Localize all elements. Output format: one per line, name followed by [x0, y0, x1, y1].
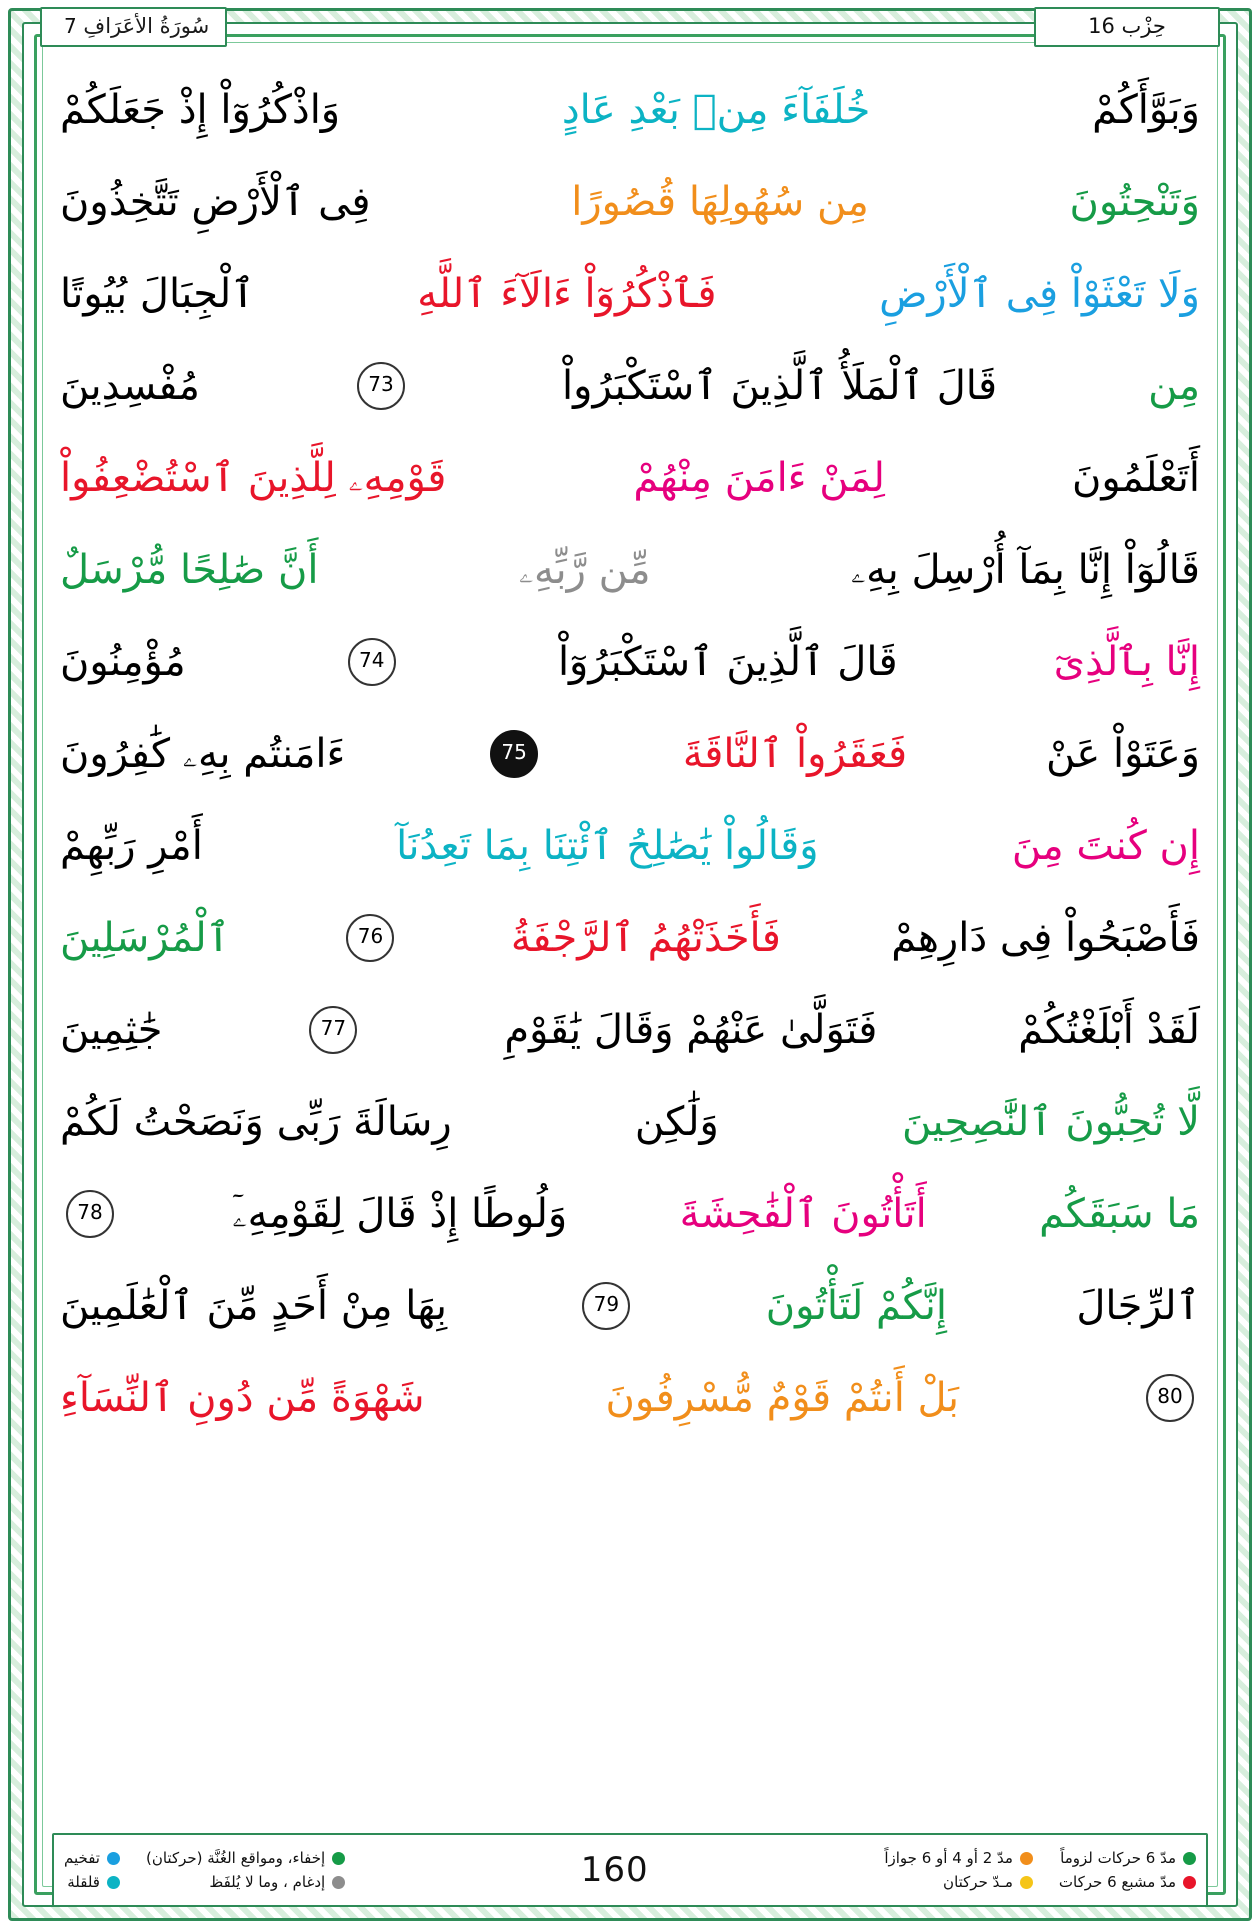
ayah-line — [60, 616, 1200, 708]
ayah-number-marker: 77 — [309, 1006, 357, 1054]
line-segment-right: مُؤْمِنُونَ — [60, 639, 186, 685]
legend-column-tafkhim — [64, 1849, 120, 1891]
sura-label — [40, 7, 227, 47]
page-number: 160 — [580, 1850, 649, 1890]
ayah-line — [60, 1260, 1200, 1352]
line-segment-left: إِن كُنتَ مِنَ — [1011, 823, 1200, 869]
line-segment-mid: مِن سُهُولِهَا قُصُورًا — [571, 179, 869, 225]
legend-item — [1059, 1873, 1196, 1891]
line-segment-left: وَتَنْحِتُونَ — [1069, 179, 1200, 225]
ayah-line — [60, 156, 1200, 248]
ayah-line — [60, 1168, 1200, 1260]
line-segment-mid: فَأَخَذَتْهُمُ ٱلرَّجْفَةُ — [510, 915, 781, 961]
legend-item — [146, 1849, 345, 1867]
legend-column-madd — [1059, 1849, 1196, 1891]
legend-left-group — [64, 1849, 345, 1891]
ayah-number-marker: 78 — [66, 1190, 114, 1238]
line-segment-right: جَٰثِمِينَ — [60, 1007, 163, 1053]
legend-label: مدّ مشبع 6 حركات — [1058, 1873, 1176, 1891]
line-segment-left: مِن — [1148, 363, 1200, 409]
line-segment-mid: بَلْ أَنتُمْ قَوْمٌ مُّسْرِفُونَ — [605, 1375, 959, 1421]
legend-item — [1059, 1849, 1196, 1867]
line-segment-left: وَبَوَّأَكُمْ — [1092, 87, 1200, 133]
legend-item — [146, 1873, 345, 1891]
line-segment-left: فَأَصْبَحُواْ فِى دَارِهِمْ — [891, 915, 1200, 961]
line-segment-left: قَالُوٓاْ إِنَّا بِمَآ أُرْسِلَ بِهِۦ — [850, 547, 1200, 593]
line-segment-mid: قَالَ ٱلْمَلَأُ ٱلَّذِينَ ٱسْتَكْبَرُواْ — [562, 363, 998, 409]
line-segment-right: ٱلْمُرْسَلِينَ — [60, 915, 231, 961]
legend-color-dot — [107, 1876, 120, 1889]
line-segment-left: وَعَتَوْاْ عَنْ — [1045, 731, 1200, 777]
ayah-line — [60, 432, 1200, 524]
ayah-line — [60, 248, 1200, 340]
quran-text-body — [52, 60, 1208, 1809]
line-segment-mid: قَالَ ٱلَّذِينَ ٱسْتَكْبَرُوٓاْ — [557, 639, 898, 685]
line-segment-right: مُفْسِدِينَ — [60, 363, 200, 409]
hizb-label: حِزْب 16 — [1034, 7, 1220, 47]
ayah-line — [60, 800, 1200, 892]
line-segment-right: رِسَالَةَ رَبِّى وَنَصَحْتُ لَكُمْ — [60, 1099, 452, 1145]
ayah-line — [60, 1076, 1200, 1168]
ayah-number-marker: 76 — [346, 914, 394, 962]
legend-label: إخفاء، ومواقع الغُنَّة (حركتان) — [145, 1849, 326, 1867]
line-segment-right: شَهْوَةً مِّن دُونِ ٱلنِّسَآءِ — [60, 1375, 425, 1421]
page-header — [40, 6, 1220, 48]
legend-right-group — [884, 1849, 1196, 1891]
line-segment-left: ٱلرِّجَالَ — [1076, 1283, 1200, 1329]
line-segment-mid: إِنَّكُمْ لَتَأْتُونَ — [765, 1283, 947, 1329]
line-segment-right: فِى ٱلْأَرْضِ تَتَّخِذُونَ — [60, 179, 371, 225]
line-segment-mid: فَعَقَرُواْ ٱلنَّاقَةَ — [682, 731, 908, 777]
legend-label: تفخيم — [64, 1849, 100, 1867]
ayah-line — [60, 64, 1200, 156]
legend-item — [884, 1873, 1033, 1891]
line-segment-right: أَنَّ صَٰلِحًا مُّرْسَلٌ — [60, 547, 319, 593]
legend-color-dot — [107, 1852, 120, 1865]
ayah-line — [60, 1352, 1200, 1444]
legend-label: إدغام ، وما لا يُلفَظ — [209, 1873, 326, 1891]
line-segment-mid: أَتَأْتُونَ ٱلْفَٰحِشَةَ — [679, 1191, 927, 1237]
line-segment-left: مَا سَبَقَكُم — [1039, 1191, 1200, 1237]
line-segment-mid: خُلَفَآءَ مِنۢ بَعْدِ عَادٍ — [561, 87, 871, 133]
line-segment-mid: وَلَٰكِن — [634, 1099, 719, 1145]
legend-color-dot — [1020, 1852, 1033, 1865]
line-segment-right: ٱلْجِبَالَ بُيُوتًا — [60, 271, 255, 317]
ayah-line — [60, 524, 1200, 616]
legend-column-madd-2 — [884, 1849, 1033, 1891]
ayah-line — [60, 892, 1200, 984]
tajweed-legend — [52, 1833, 1208, 1907]
legend-label: مدّ 6 حركات لزوماً — [1060, 1849, 1176, 1867]
line-segment-mid: وَقَالُواْ يَٰصَٰلِحُ ٱئْتِنَا بِمَا تَعِدُنَآ — [396, 823, 819, 869]
legend-label: مـدّ حركتان — [943, 1873, 1013, 1891]
ayah-number-marker: 79 — [582, 1282, 630, 1330]
line-segment-mid: لِمَنْ ءَامَنَ مِنْهُمْ — [633, 455, 885, 501]
line-segment-right: ءَامَنتُم بِهِۦ كَٰفِرُونَ — [60, 731, 346, 777]
legend-color-dot — [1020, 1876, 1033, 1889]
legend-item — [884, 1849, 1033, 1867]
ayah-line — [60, 340, 1200, 432]
ayah-number-marker: 75 — [490, 730, 538, 778]
legend-color-dot — [332, 1852, 345, 1865]
line-segment-left: لَّا تُحِبُّونَ ٱلنَّٰصِحِينَ — [901, 1099, 1200, 1145]
ayah-number-marker: 80 — [1146, 1374, 1194, 1422]
line-segment-right: وَلُوطًا إِذْ قَالَ لِقَوْمِهِۦٓ — [232, 1191, 568, 1237]
ayah-number-marker: 73 — [357, 362, 405, 410]
legend-item — [64, 1849, 120, 1867]
line-segment-left: أَتَعْلَمُونَ — [1072, 455, 1200, 501]
ayah-number-marker: 74 — [348, 638, 396, 686]
legend-color-dot — [1183, 1852, 1196, 1865]
line-segment-left: وَلَا تَعْثَوْاْ فِى ٱلْأَرْضِ — [879, 271, 1200, 317]
line-segment-right: وَاذْكُرُوٓاْ إِذْ جَعَلَكُمْ — [60, 87, 341, 133]
line-segment-mid: فَٱذْكُرُوٓاْ ءَالَآءَ ٱللَّهِ — [417, 271, 717, 317]
legend-label: مدّ 2 أو 4 أو 6 جوازاً — [884, 1849, 1013, 1867]
line-segment-left: إِنَّا بِٱلَّذِىٓ — [1053, 639, 1200, 685]
line-segment-right: قَوْمِهِۦ لِلَّذِينَ ٱسْتُضْعِفُواْ — [60, 455, 447, 501]
line-segment-mid: مِّن رَّبِّهِۦ — [518, 547, 651, 593]
ayah-line — [60, 708, 1200, 800]
line-segment-left: لَقَدْ أَبْلَغْتُكُمْ — [1018, 1007, 1200, 1053]
sura-name: سُورَةُ الأعَرَافِ — [83, 14, 210, 39]
legend-color-dot — [1183, 1876, 1196, 1889]
legend-color-dot — [332, 1876, 345, 1889]
ayah-line — [60, 984, 1200, 1076]
legend-column-ikhfa — [146, 1849, 345, 1891]
legend-item — [64, 1873, 120, 1891]
line-segment-right: بِهَا مِنْ أَحَدٍ مِّنَ ٱلْعَٰلَمِينَ — [60, 1283, 448, 1329]
sura-number: 7 — [64, 14, 77, 39]
legend-label: قلقلة — [67, 1873, 100, 1891]
line-segment-mid: فَتَوَلَّىٰ عَنْهُمْ وَقَالَ يَٰقَوْمِ — [504, 1007, 878, 1053]
line-segment-right: أَمْرِ رَبِّهِمْ — [60, 823, 203, 869]
